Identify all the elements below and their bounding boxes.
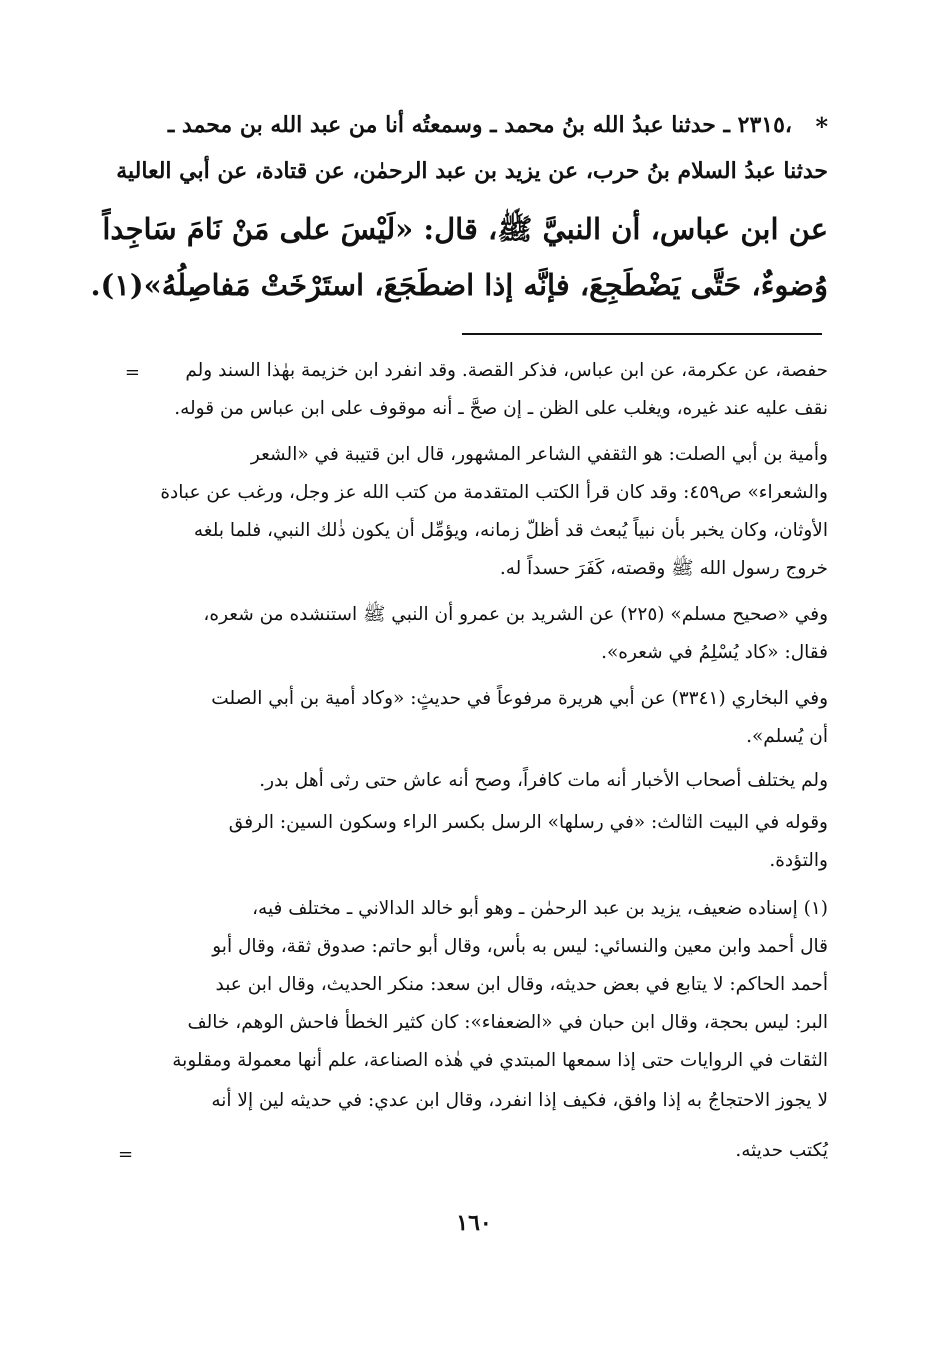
note-umayya-line-3: الأوثان، وكان يخبر بأن نبياً يُبعث قد أظلّ زمانه، ويؤمِّل أن يكون ذٰلك النبي، فلما بلغه — [193, 520, 828, 541]
note-umayya-line-4: خروج رسول الله ﷺ وقصته، كَفَرَ حسداً له. — [499, 558, 828, 579]
hadith-matn-line-1: عن ابن عباس، أن النبيَّ ﷺ، قال: «لَيْسَ على مَنْ نَامَ سَاجِداً — [102, 212, 828, 246]
footnote-1-line-1: (١) إسناده ضعيف، يزيد بن عبد الرحمٰن ـ وهو أبو خالد الدالاني ـ مختلف فيه، — [252, 898, 828, 919]
note-muslim-line-2: فقال: «كاد يُسْلِمُ في شعره». — [601, 642, 828, 663]
footnote-1-line-2: قال أحمد وابن معين والنسائي: ليس به بأس، وقال أبو حاتم: صدوق ثقة، وقال أبو — [212, 936, 828, 957]
hadith-isnad-line-1: ٢٣١٥ ـ حدثنا عبدُ الله بنُ محمد ـ وسمعتُه أنا من عبد الله بن محمد ـ، — [167, 112, 792, 138]
note-umayya-line-2: والشعراء» ص٤٥٩: وقد كان قرأ الكتب المتقدمة من كتب الله عز وجل، ورغب عن عبادة — [160, 482, 828, 503]
page-number: ١٦٠ — [456, 1210, 492, 1236]
note-bukhari-line-1: وفي البخاري (٣٣٤١) عن أبي هريرة مرفوعاً في حديثٍ: «وكاد أمية بن أبي الصلت — [211, 688, 828, 709]
continuation-mark-top: = — [124, 362, 140, 383]
continuation-mark-bottom: = — [118, 1144, 134, 1165]
footnote-1-line-6: لا يجوز الاحتجاجُ به إذا وافق، فكيف إذا انفرد، وقال ابن عدي: في حديثه لين إلا أنه — [211, 1090, 828, 1111]
footnote-1-line-7: يُكتب حديثه. — [735, 1140, 828, 1161]
footnote-1-line-5: الثقات في الروايات حتى إذا سمعها المبتدي في هٰذه الصناعة، علم أنها معمولة ومقلوبة — [172, 1050, 828, 1071]
hadith-matn-line-2: وُضوءٌ، حَتَّى يَضْطَجِعَ، فإنَّه إذا اضطَجَعَ، استَرْخَتْ مَفاصِلُهُ»(١). — [90, 268, 828, 302]
hadith-marker: * — [815, 112, 828, 141]
footnote-1-line-4: البر: ليس بحجة، وقال ابن حبان في «الضعفاء»: كان كثير الخطأ فاحش الوهم، خالف — [187, 1012, 828, 1033]
note-continued-line-2: نقف عليه عند غيره، ويغلب على الظن ـ إن صحَّ ـ أنه موقوف على ابن عباس من قوله. — [174, 398, 828, 419]
footnote-1-line-3: أحمد الحاكم: لا يتابع في بعض حديثه، وقال ابن سعد: منكر الحديث، وقال ابن عبد — [215, 974, 828, 995]
footnote-separator — [462, 333, 822, 335]
note-rusul-line-2: والتؤدة. — [769, 850, 828, 871]
note-muslim-line-1: وفي «صحيح مسلم» (٢٢٥) عن الشريد بن عمرو أن النبي ﷺ استنشده من شعره، — [203, 604, 828, 625]
hadith-isnad-line-2: حدثنا عبدُ السلام بنُ حرب، عن يزيد بن عبد الرحمٰن، عن قتادة، عن أبي العالية — [116, 158, 828, 184]
note-kafir-line: ولم يختلف أصحاب الأخبار أنه مات كافراً، وصح أنه عاش حتى رثى أهل بدر. — [259, 770, 828, 791]
note-umayya-line-1: وأمية بن أبي الصلت: هو الثقفي الشاعر المشهور، قال ابن قتيبة في «الشعر — [250, 444, 828, 465]
note-continued-line-1: حفصة، عن عكرمة، عن ابن عباس، فذكر القصة. وقد انفرد ابن خزيمة بهٰذا السند ولم — [185, 360, 828, 381]
note-bukhari-line-2: أن يُسلم». — [746, 726, 828, 747]
note-rusul-line-1: وقوله في البيت الثالث: «في رسلها» الرسل بكسر الراء وسكون السين: الرفق — [228, 812, 828, 833]
